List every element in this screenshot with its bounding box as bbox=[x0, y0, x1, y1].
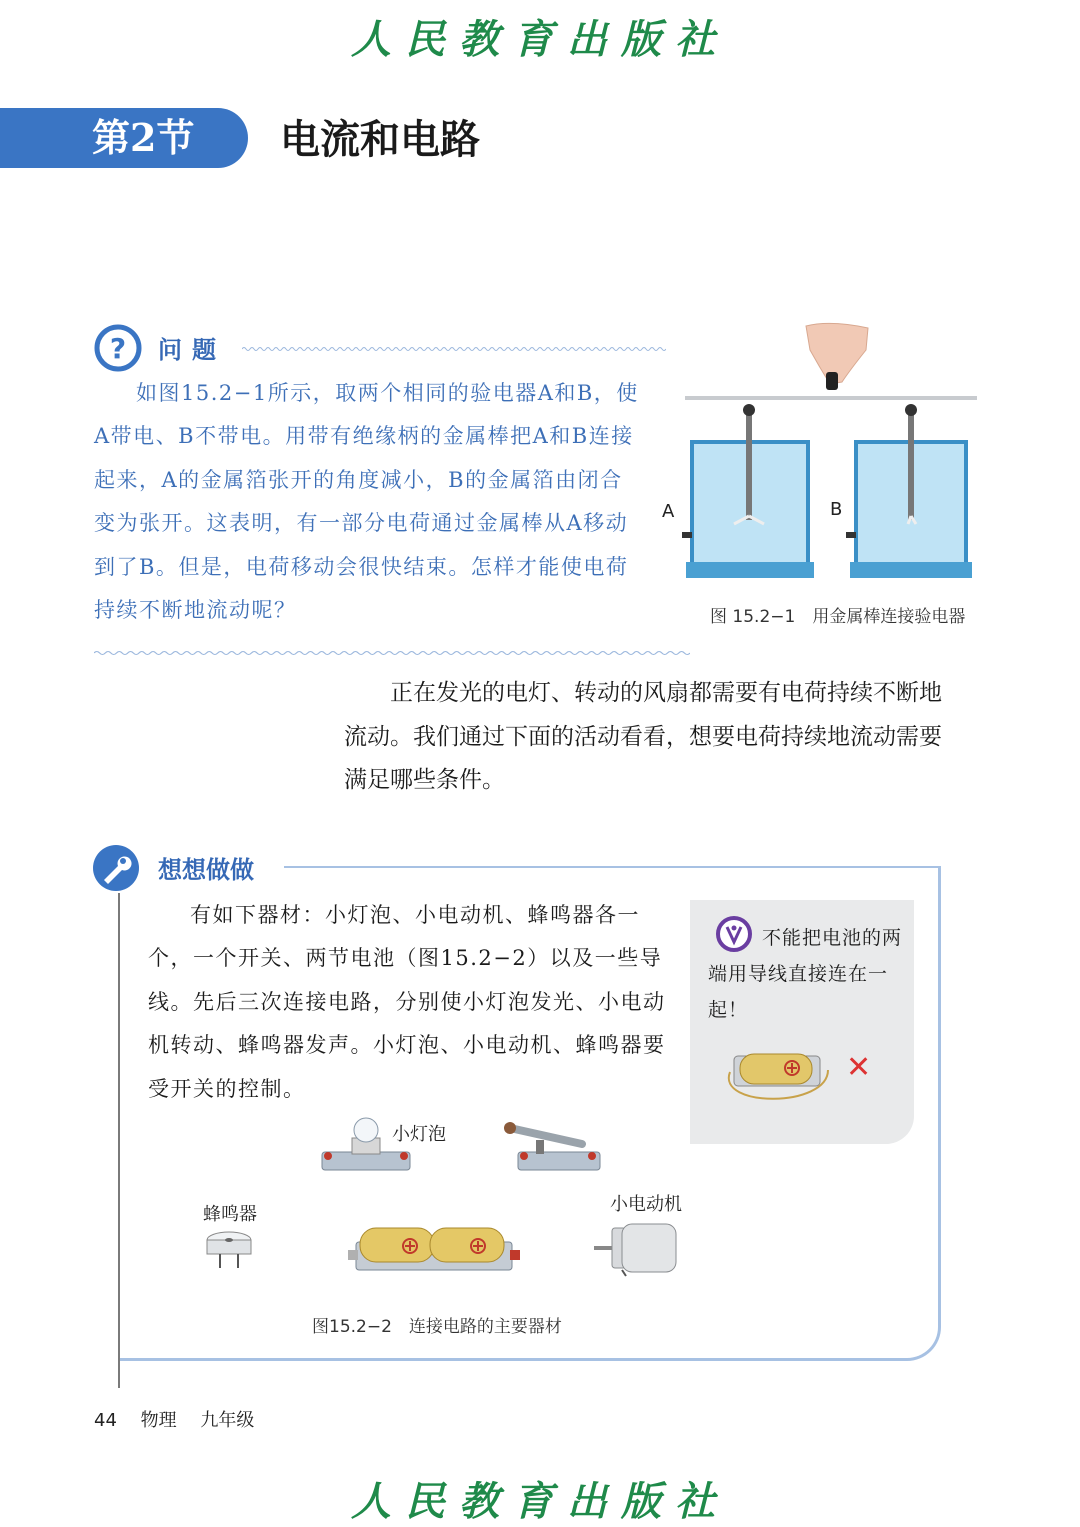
label-b: B bbox=[830, 499, 843, 520]
tip-box bbox=[690, 900, 914, 1144]
problem-text: 如图15.2−1所示，取两个相同的验电器A和B，使A带电、B不带电。用带有绝缘柄的金属棒把A和B连接起来，A的金属箔张开的角度减小，B的金属箔由闭合变为张开。这表明，有一部分电荷通过金属棒从A移动到了B。但是，电荷移动会很快结束。怎样才能使电荷持续不断地流动呢？ bbox=[94, 381, 639, 623]
question-icon bbox=[94, 324, 142, 372]
svg-text:?: ? bbox=[109, 332, 127, 365]
wrench-icon bbox=[92, 844, 140, 892]
buzzer-label: 蜂鸣器 bbox=[203, 1204, 257, 1225]
page-number: 44 bbox=[94, 1410, 117, 1431]
motor-component bbox=[592, 1218, 680, 1278]
shorted-battery-illustration bbox=[720, 1046, 834, 1110]
figure-electroscopes bbox=[660, 320, 990, 590]
publisher-watermark-top: 人民教育出版社 bbox=[351, 16, 729, 63]
hand-illustration bbox=[806, 323, 868, 390]
problem-label: 问题 bbox=[158, 336, 226, 364]
body-paragraph: 正在发光的电灯、转动的风扇都需要有电荷持续不断地流动。我们通过下面的活动看看，想要电荷持续地流动需要满足哪些条件。 bbox=[344, 680, 942, 793]
figure2-caption: 图15.2−2 连接电路的主要器材 bbox=[312, 1317, 562, 1337]
activity-label: 想想做做 bbox=[158, 856, 254, 884]
publisher-watermark-bottom: 人民教育出版社 bbox=[351, 1478, 729, 1525]
tip-text: 不能把电池的两端用导线直接连在一起！ bbox=[708, 927, 903, 1021]
activity-top-rule bbox=[284, 866, 938, 868]
activity-text: 有如下器材：小灯泡、小电动机、蜂鸣器各一个，一个开关、两节电池（图15.2−2）以及一些导线。先后三次连接电路，分别使小灯泡发光、小电动机转动、蜂鸣器发声。小灯泡、小电动机、蜂鸣器要受开关的控制。 bbox=[148, 903, 666, 1101]
section-title: 电流和电路 bbox=[280, 116, 480, 163]
footer-grade: 九年级 bbox=[200, 1410, 255, 1431]
electroscope-b bbox=[846, 404, 972, 578]
activity-left-rule bbox=[118, 893, 120, 1388]
switch-component bbox=[500, 1114, 604, 1176]
battery-pair-component bbox=[346, 1222, 522, 1276]
section-number-tab: 第2节 bbox=[0, 108, 248, 168]
figure1-caption: 图 15.2−1 用金属棒连接验电器 bbox=[710, 607, 966, 627]
electroscope-a bbox=[682, 404, 814, 578]
label-a: A bbox=[662, 501, 675, 522]
bulb-label: 小灯泡 bbox=[392, 1124, 446, 1145]
footer-subject: 物理 bbox=[140, 1410, 177, 1431]
buzzer-component bbox=[204, 1226, 254, 1272]
metal-rod bbox=[685, 396, 977, 400]
wrong-mark: ✕ bbox=[846, 1050, 872, 1085]
motor-label: 小电动机 bbox=[610, 1194, 682, 1215]
divider-wavy bbox=[242, 346, 666, 352]
page-footer bbox=[94, 1406, 272, 1432]
divider-wavy-bottom bbox=[94, 650, 690, 656]
